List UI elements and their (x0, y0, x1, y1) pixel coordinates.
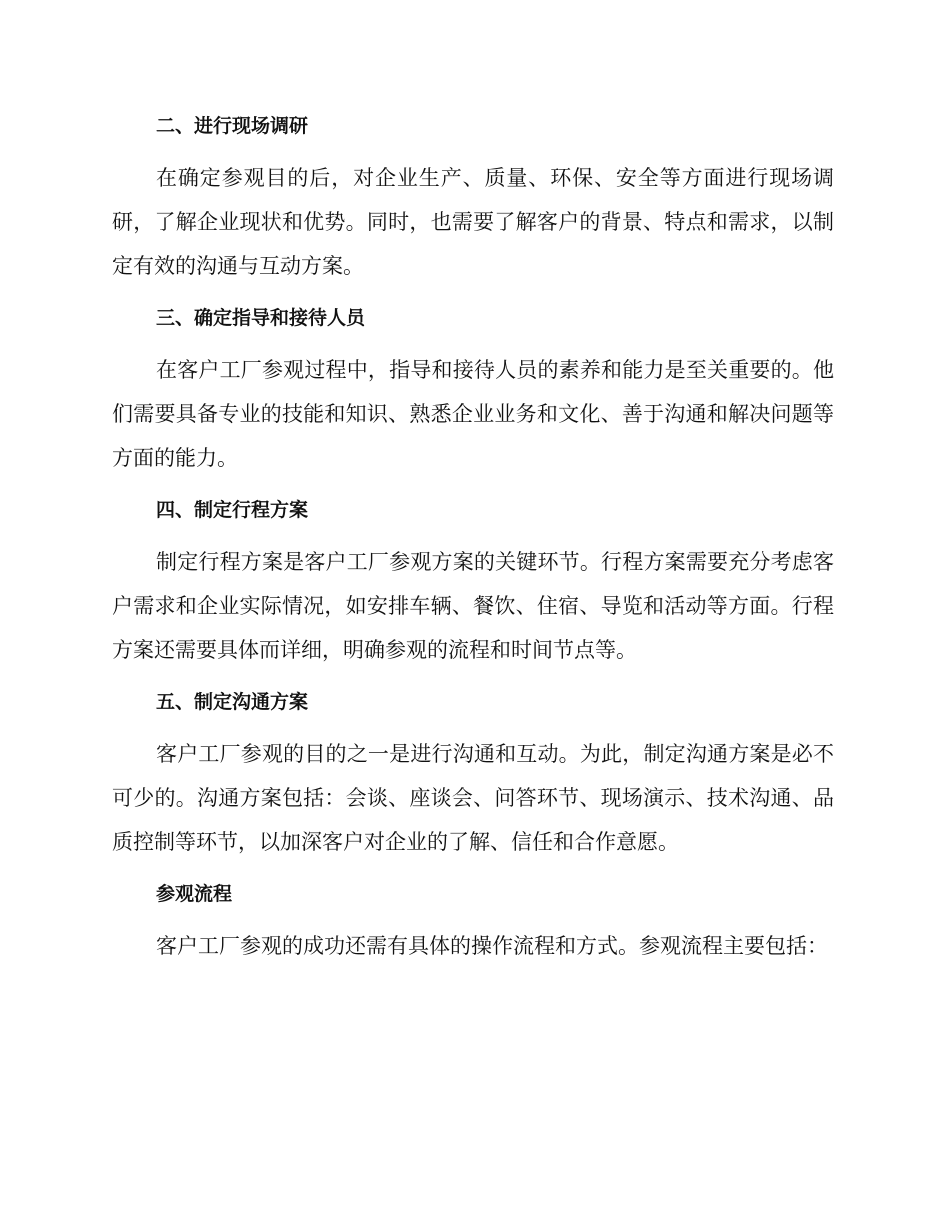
section-heading: 二、进行现场调研 (156, 115, 309, 137)
section-paragraph: 制定行程方案是客户工厂参观方案的关键环节。行程方案需要充分考虑客户需求和企业实际情况，如安排车辆、餐饮、住宿、导览和活动等方面。行程方案还需要具体而详细，明确参观的流程和时间节点等。 (112, 550, 834, 662)
section-paragraph: 客户工厂参观的目的之一是进行沟通和互动。为此，制定沟通方案是必不可少的。沟通方案包括：会谈、座谈会、问答环节、现场演示、技术沟通、品质控制等环节，以加深客户对企业的了解、信任和合作意愿。 (112, 742, 834, 854)
section-paragraph: 在确定参观目的后，对企业生产、质量、环保、安全等方面进行现场调研，了解企业现状和优势。同时，也需要了解客户的背景、特点和需求，以制定有效的沟通与互动方案。 (112, 166, 834, 278)
section-paragraph: 客户工厂参观的成功还需有具体的操作流程和方式。参观流程主要包括： (156, 934, 828, 958)
section-heading: 参观流程 (156, 883, 233, 905)
section-heading: 五、制定沟通方案 (156, 691, 309, 713)
section-heading: 四、制定行程方案 (156, 499, 309, 521)
document-page (112, 104, 834, 976)
section-heading: 三、确定指导和接待人员 (156, 307, 366, 329)
section-paragraph: 在客户工厂参观过程中，指导和接待人员的素养和能力是至关重要的。他们需要具备专业的技能和知识、熟悉企业业务和文化、善于沟通和解决问题等方面的能力。 (112, 358, 834, 470)
